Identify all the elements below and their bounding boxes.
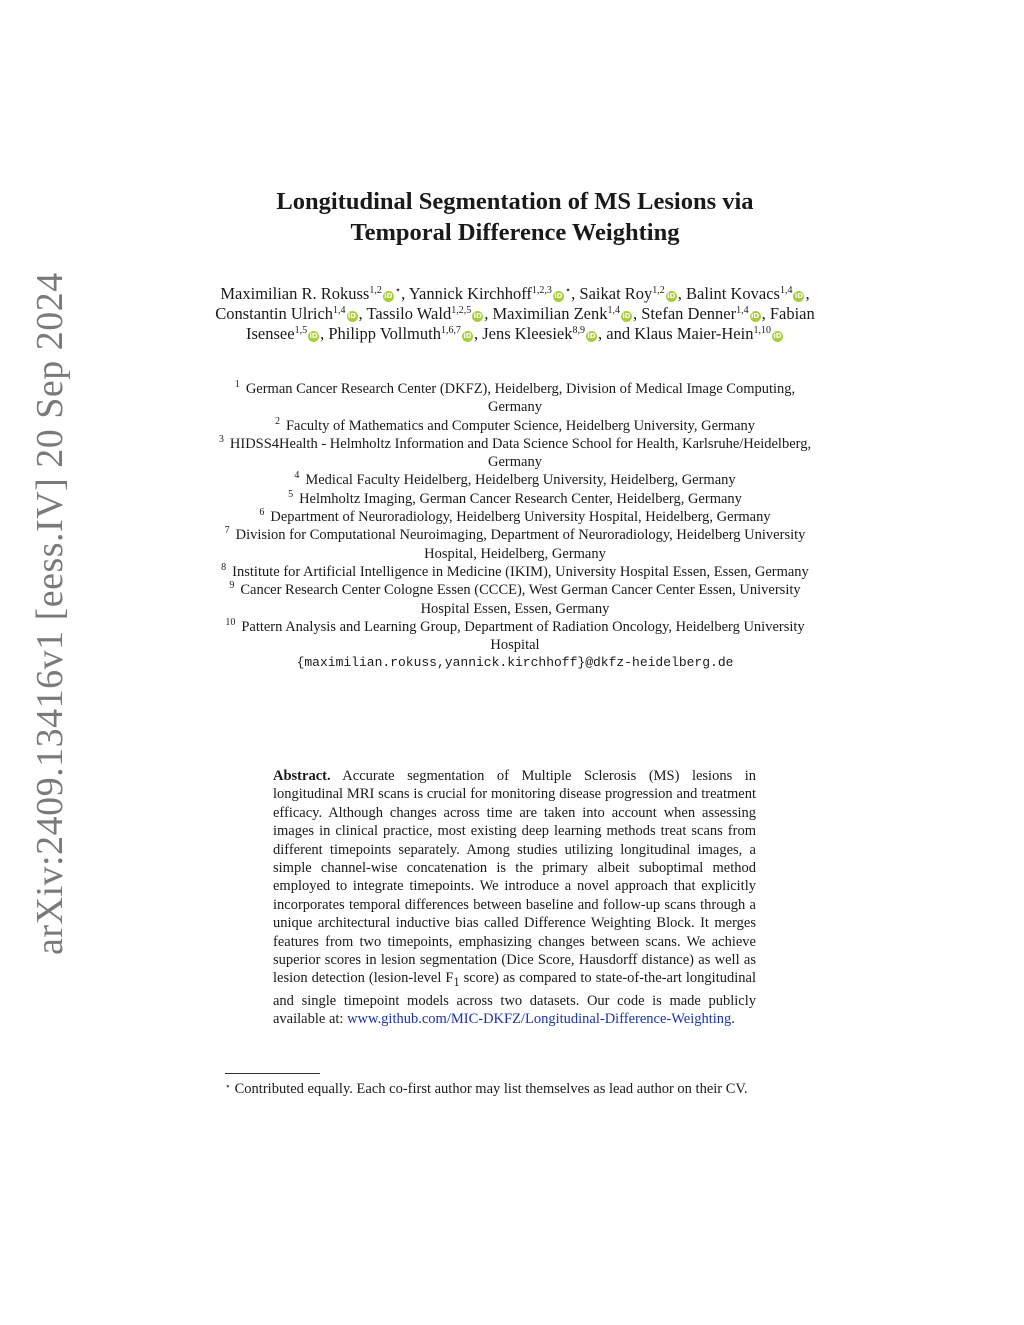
abstract: [273, 767, 756, 1029]
author-name: Klaus Maier-Hein: [634, 324, 754, 343]
author-5: [366, 304, 492, 323]
affiliation-text: German Cancer Research Center (DKFZ), Heidelberg, Division of Medical Image Computing, Germany: [245, 381, 796, 416]
author-separator: ,: [358, 304, 367, 323]
author-separator: ,: [677, 284, 687, 303]
author-affil-sup: 1,4: [736, 305, 749, 316]
author-affil-sup: 1,4: [607, 305, 620, 316]
affiliation-number: 3: [218, 433, 224, 445]
author-1: [409, 284, 580, 303]
affiliation-4: [215, 471, 815, 489]
affiliation-number: 4: [294, 470, 300, 482]
author-list: [215, 284, 815, 344]
abstract-text-1: Accurate segmentation of Multiple Sclerosis (MS) lesions in longitudinal MRI scans is crucial for monitoring disease progression and treatment efficacy. Although changes across time are taken into account when assessing images in clinical practice, most existing deep learning methods treat scans from different timepoints separately. Among studies utilizing longitudinal images, a simple channel-wise concatenation is the primary albeit suboptimal method employed to integrate timepoints. We introduce a novel approach that explicitly incorporates temporal differences between baseline and follow-up scans through a unique architectural inductive bias called Difference Weighting Block. It merges features from two timepoints, emphasizing changes between scans. We achieve superior scores in lesion segmentation (Dice Score, Hausdorff distance) as well as lesion detection (lesion-level F: [273, 768, 756, 987]
affiliation-1: [215, 380, 815, 417]
affiliation-number: 8: [221, 561, 227, 573]
author-name: Stefan Denner: [641, 304, 737, 323]
author-separator: ,: [633, 304, 642, 323]
author-name: Maximilian R. Rokuss: [220, 284, 370, 303]
abstract-end: .: [731, 1011, 735, 1028]
orcid-icon[interactable]: iD: [554, 292, 563, 300]
orcid-icon[interactable]: iD: [750, 312, 760, 320]
author-11: [634, 324, 784, 343]
author-10: [482, 324, 634, 343]
author-name: Yannick Kirchhoff: [408, 284, 532, 303]
orcid-icon[interactable]: iD: [463, 332, 472, 340]
orcid-icon[interactable]: iD: [347, 312, 357, 320]
author-separator: ,: [473, 324, 483, 343]
affiliation-10: [215, 618, 815, 655]
affiliation-5: [215, 490, 815, 508]
author-separator: , and: [598, 324, 635, 343]
title-line-1: Longitudinal Segmentation of MS Lesions via: [276, 188, 754, 215]
author-separator: ,: [761, 304, 770, 323]
affiliation-number: 2: [274, 415, 280, 427]
author-name: Constantin Ulrich: [215, 304, 334, 323]
orcid-icon[interactable]: iD: [773, 332, 782, 340]
affiliation-text: Institute for Artificial Intelligence in Medicine (IKIM), University Hospital Essen, Essen, Germany: [232, 563, 809, 580]
author-name: Balint Kovacs: [686, 284, 780, 303]
title-line-2: Temporal Difference Weighting: [350, 219, 680, 246]
author-separator: ,: [805, 284, 810, 303]
author-separator: ,: [401, 284, 409, 303]
orcid-icon[interactable]: iD: [622, 312, 631, 320]
orcid-icon[interactable]: iD: [309, 332, 318, 340]
affiliation-2: [215, 417, 815, 435]
author-separator: ,: [320, 324, 329, 343]
author-2: [579, 284, 686, 303]
code-link[interactable]: www.github.com/MIC-DKFZ/Longitudinal-Difference-Weighting: [347, 1011, 732, 1028]
affiliation-3: [215, 435, 815, 472]
affiliation-8: [215, 563, 815, 581]
author-affil-sup: 1,6,7: [440, 325, 461, 336]
author-affil-sup: 1,2,3: [531, 285, 552, 296]
affiliation-number: 9: [229, 580, 235, 592]
orcid-icon[interactable]: iD: [473, 312, 482, 320]
author-affil-sup: 8,9: [572, 325, 585, 336]
contact-email: {maximilian.rokuss,yannick.kirchhoff}@dkfz-heidelberg.de: [296, 655, 734, 671]
footnote-rule: [225, 1073, 320, 1074]
author-affil-sup: 1,10: [753, 325, 771, 336]
orcid-icon[interactable]: iD: [667, 292, 676, 300]
author-name: Maximilian Zenk: [492, 304, 608, 323]
author-affil-sup: 1,2,5: [451, 305, 472, 316]
equal-contribution-star: ⋆: [394, 285, 402, 296]
author-affil-sup: 1,5: [294, 325, 308, 336]
author-name: Fabian Isensee: [246, 304, 815, 343]
abstract-label: Abstract.: [273, 768, 331, 784]
author-0: [220, 284, 408, 303]
author-name: Jens Kleesiek: [482, 324, 573, 343]
author-separator: ,: [571, 284, 580, 303]
affiliation-text: Division for Computational Neuroimaging, Department of Neuroradiology, Heidelberg University Hospital, Heidelberg, Germany: [235, 527, 806, 562]
affiliation-text: Department of Neuroradiology, Heidelberg University Hospital, Heidelberg, Germany: [270, 509, 771, 526]
paper-title: [150, 186, 880, 248]
author-affil-sup: 1,4: [779, 285, 793, 296]
author-9: [328, 324, 482, 343]
affiliation-9: [215, 581, 815, 618]
orcid-icon[interactable]: iD: [587, 332, 596, 340]
author-affil-sup: 1,4: [333, 305, 346, 316]
affiliation-text: Medical Faculty Heidelberg, Heidelberg University, Heidelberg, Germany: [305, 472, 736, 489]
author-6: [492, 304, 641, 323]
author-separator: ,: [484, 304, 493, 323]
author-affil-sup: 1,2: [369, 285, 382, 296]
author-name: Saikat Roy: [579, 284, 653, 303]
affiliation-number: 6: [259, 507, 265, 519]
orcid-icon[interactable]: iD: [794, 292, 804, 300]
affiliation-6: [215, 508, 815, 526]
affiliation-text: Pattern Analysis and Learning Group, Department of Radiation Oncology, Heidelberg University Hospital: [241, 618, 805, 654]
f1-subscript: 1: [453, 975, 460, 990]
affiliation-number: 1: [234, 379, 240, 390]
orcid-icon[interactable]: iD: [384, 292, 393, 300]
author-name: Philipp Vollmuth: [328, 324, 441, 343]
arxiv-identifier: arXiv:2409.13416v1 [eess.IV] 20 Sep 2024: [29, 272, 71, 955]
affiliation-text: Cancer Research Center Cologne Essen (CCCE), West German Cancer Center Essen, University Hospital Essen, Essen, Germany: [240, 582, 801, 617]
footnote: [225, 1077, 810, 1098]
footnote-text: Contributed equally. Each co-first author may list themselves as lead author on their CV.: [234, 1081, 748, 1097]
affiliation-number: 5: [288, 488, 294, 500]
affiliation-text: Helmholtz Imaging, German Cancer Research Center, Heidelberg, Germany: [299, 490, 742, 507]
affiliations: [215, 380, 815, 673]
affiliation-number: 10: [225, 616, 236, 628]
footnote-mark: ⋆: [225, 1081, 231, 1091]
affiliation-text: Faculty of Mathematics and Computer Science, Heidelberg University, Germany: [285, 417, 756, 434]
equal-contribution-star: ⋆: [564, 285, 572, 296]
affiliation-7: [215, 526, 815, 563]
author-name: Tassilo Wald: [366, 304, 452, 323]
affiliation-text: HIDSS4Health - Helmholtz Information and Data Science School for Health, Karlsruhe/Heidelberg, Germany: [229, 435, 812, 471]
author-4: [215, 304, 366, 323]
affiliation-number: 7: [224, 525, 230, 537]
abstract-text-2: score) as compared to state-of-the-art longitudinal and single timepoint models across two datasets. Our code is made publicly available at:: [273, 970, 756, 1028]
author-affil-sup: 1,2: [652, 285, 665, 296]
author-7: [641, 304, 770, 323]
author-3: [686, 284, 810, 303]
